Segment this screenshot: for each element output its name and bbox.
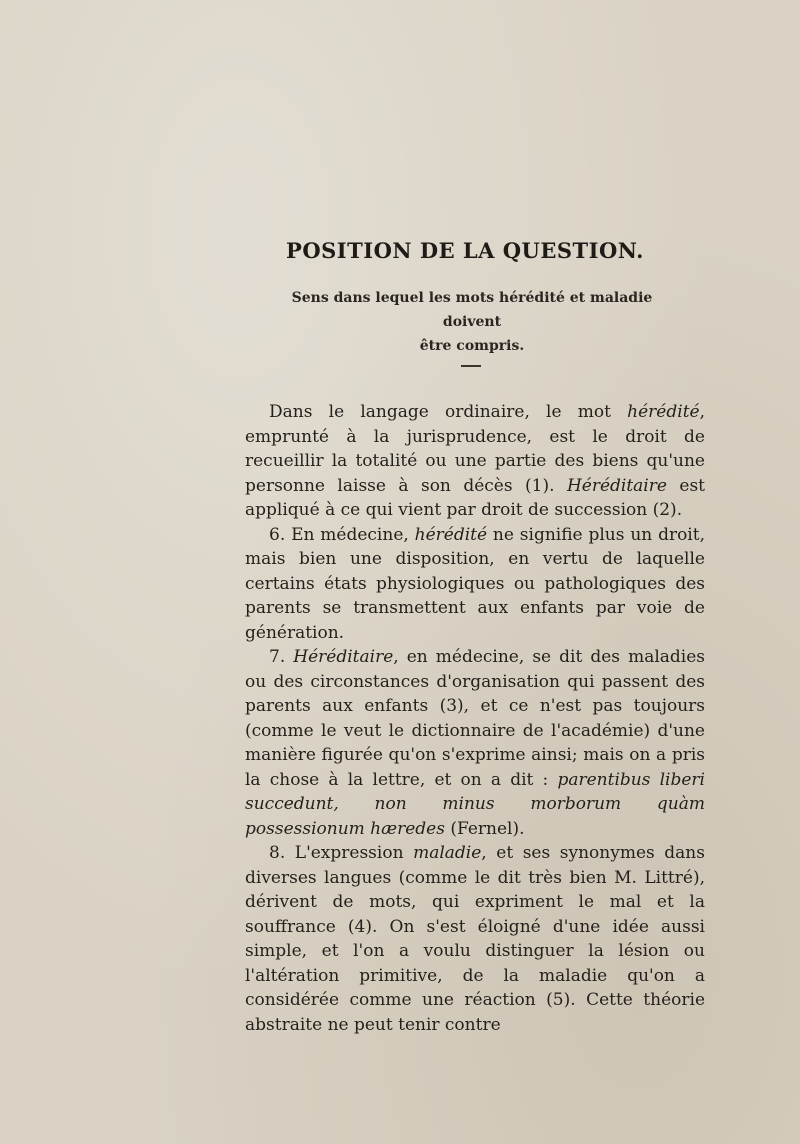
paragraph-text: 7. xyxy=(269,647,294,667)
latin-quote: parentibus liberi succedunt, non minus morborum quàm possessionum hæredes xyxy=(245,769,705,839)
paragraph-6 xyxy=(245,523,705,646)
paragraph-text: (Fernel). xyxy=(444,818,525,839)
italic-term: Héréditaire xyxy=(566,475,667,496)
italic-term: maladie xyxy=(413,843,482,863)
subtitle-line-2: être compris. xyxy=(419,338,525,354)
paragraph-intro xyxy=(245,400,705,523)
paragraph-8 xyxy=(245,841,705,1037)
section-subtitle xyxy=(262,286,682,358)
separator-rule xyxy=(461,365,481,367)
subtitle-line-1: Sens dans lequel les mots hérédité et maladie doivent xyxy=(291,290,653,330)
paragraph-text: , emprunté à la jurisprudence, est le droit de recueillir la totalité ou une partie des biens qu'une personne laisse à son décès (1). xyxy=(245,402,705,496)
paragraph-text: ne signifie plus un droit, mais bien une disposition, en vertu de laquelle certains états physiologiques ou pathologiques des parents se transmettent aux enfants par voie de génération. xyxy=(245,524,705,643)
italic-term: hérédité xyxy=(627,402,700,422)
body-text xyxy=(245,400,705,1037)
paragraph-7 xyxy=(245,645,705,841)
paragraph-text: 8. L'expression xyxy=(269,843,414,863)
paragraph-text: est appliqué à ce qui vient par droit de succession (2). xyxy=(245,475,705,520)
paragraph-text: , en médecine, se dit des maladies ou des circonstances d'organisation qui passent des parents aux enfants (3), et ce n'est pas toujours (comme le veut le dictionnaire de l'académie) d'une manière figurée qu'on s'exprime ainsi; mais on a pris la chose à la lettre, et on a dit : xyxy=(245,647,706,790)
paragraph-text: Dans le langage ordinaire, le mot xyxy=(269,402,628,422)
italic-term: hérédité xyxy=(414,524,488,545)
italic-term: Héréditaire xyxy=(293,647,394,667)
paragraph-text: , et ses synonymes dans diverses langues (comme le dit très bien M. Littré), dérivent de mots, qui expriment le mal et la souffrance (4). On s'est éloigné d'une idée aussi simple, et l'on a voulu distinguer la lésion ou l'altération primitive, de la maladie qu'on a considérée comme une réaction (5). Cette théorie abstraite ne peut tenir contre xyxy=(245,843,705,1035)
paragraph-text: 6. En médecine, xyxy=(269,524,415,545)
page-title: POSITION DE LA QUESTION. xyxy=(286,238,644,263)
